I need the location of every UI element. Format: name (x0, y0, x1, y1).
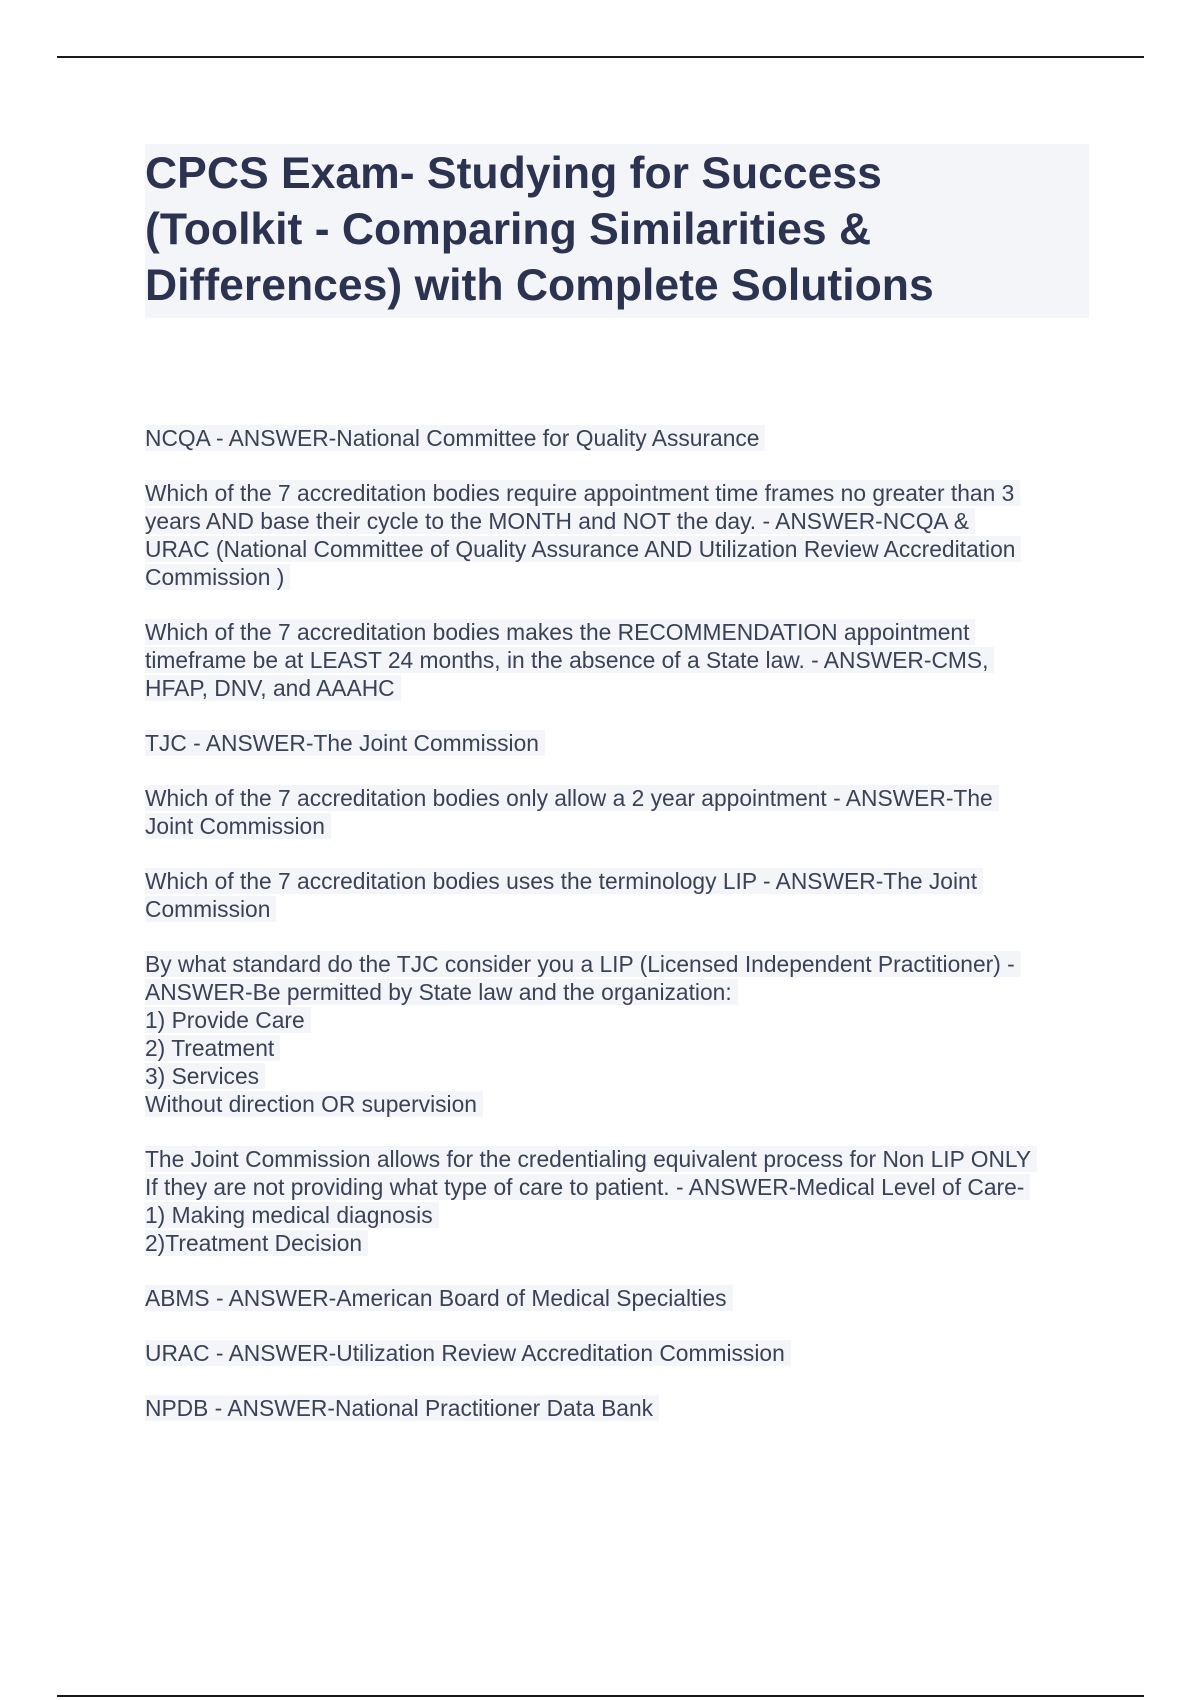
qa-line (145, 1145, 1105, 1173)
qa-entry (145, 729, 1105, 757)
qa-text: timeframe be at LEAST 24 months, in the absence of a State law. - ANSWER-CMS, (145, 647, 994, 673)
qa-line (145, 1006, 1105, 1034)
qa-text: 1) Making medical diagnosis (145, 1202, 439, 1228)
qa-line (145, 1090, 1105, 1118)
qa-text: URAC - ANSWER-Utilization Review Accreditation Commission (145, 1340, 791, 1366)
qa-text: By what standard do the TJC consider you a LIP (Licensed Independent Practitioner) - (145, 951, 1021, 977)
qa-text: Which of the 7 accreditation bodies only allow a 2 year appointment - ANSWER-The (145, 785, 999, 811)
qa-line (145, 1173, 1105, 1201)
qa-entry (145, 950, 1105, 1118)
qa-line (145, 1229, 1105, 1257)
qa-entry (145, 867, 1105, 923)
qa-line (145, 1034, 1105, 1062)
qa-text: Without direction OR supervision (145, 1091, 483, 1117)
qa-line (145, 479, 1105, 507)
qa-text: NPDB - ANSWER-National Practitioner Data Bank (145, 1395, 659, 1421)
qa-text: NCQA - ANSWER-National Committee for Quality Assurance (145, 425, 765, 451)
qa-text: Commission ) (145, 564, 290, 590)
qa-entry (145, 1284, 1105, 1312)
qa-text: ANSWER-Be permitted by State law and the organization: (145, 979, 738, 1005)
qa-line (145, 1394, 1105, 1422)
qa-text: The Joint Commission allows for the credentialing equivalent process for Non LIP ONLY (145, 1146, 1037, 1172)
qa-entry (145, 618, 1105, 702)
qa-line (145, 535, 1105, 563)
qa-line (145, 1339, 1105, 1367)
qa-line (145, 950, 1105, 978)
qa-text: URAC (National Committee of Quality Assurance AND Utilization Review Accreditation (145, 536, 1021, 562)
qa-text: 1) Provide Care (145, 1007, 311, 1033)
qa-line (145, 812, 1105, 840)
qa-text: Which of the 7 accreditation bodies require appointment time frames no greater than 3 (145, 480, 1020, 506)
qa-text: Joint Commission (145, 813, 331, 839)
header-rule (57, 56, 1144, 58)
qa-text: HFAP, DNV, and AAAHC (145, 675, 401, 701)
qa-entry (145, 1339, 1105, 1367)
qa-text: Which of the 7 accreditation bodies makes the RECOMMENDATION appointment (145, 619, 975, 645)
title-line: CPCS Exam- Studying for Success (145, 149, 882, 198)
qa-entry (145, 479, 1105, 591)
qa-entry (145, 784, 1105, 840)
title-line: (Toolkit - Comparing Similarities & (145, 205, 872, 254)
title-line: Differences) with Complete Solutions (145, 261, 934, 310)
qa-line (145, 674, 1105, 702)
qa-text: years AND base their cycle to the MONTH and NOT the day. - ANSWER-NCQA & (145, 508, 975, 534)
qa-line (145, 867, 1105, 895)
qa-line (145, 1062, 1105, 1090)
qa-line (145, 729, 1105, 757)
qa-line (145, 784, 1105, 812)
qa-line (145, 507, 1105, 535)
qa-text: ABMS - ANSWER-American Board of Medical Specialties (145, 1285, 733, 1311)
qa-text: If they are not providing what type of care to patient. - ANSWER-Medical Level of Care- (145, 1174, 1030, 1200)
qa-entry (145, 1145, 1105, 1257)
qa-entry (145, 1394, 1105, 1422)
qa-text: Commission (145, 896, 276, 922)
qa-line (145, 618, 1105, 646)
qa-line (145, 563, 1105, 591)
qa-line (145, 424, 1105, 452)
qa-entry (145, 424, 1105, 452)
qa-line (145, 646, 1105, 674)
qa-list (145, 424, 1105, 1449)
qa-line (145, 895, 1105, 923)
qa-line (145, 978, 1105, 1006)
qa-text: 2)Treatment Decision (145, 1230, 368, 1256)
qa-text: 3) Services (145, 1063, 265, 1089)
title-block (145, 144, 1089, 318)
qa-line (145, 1284, 1105, 1312)
qa-text: 2) Treatment (145, 1035, 280, 1061)
qa-line (145, 1201, 1105, 1229)
qa-text: Which of the 7 accreditation bodies uses the terminology LIP - ANSWER-The Joint (145, 868, 983, 894)
qa-text: TJC - ANSWER-The Joint Commission (145, 730, 545, 756)
footer-rule (57, 1695, 1144, 1697)
document-title (145, 146, 1089, 314)
